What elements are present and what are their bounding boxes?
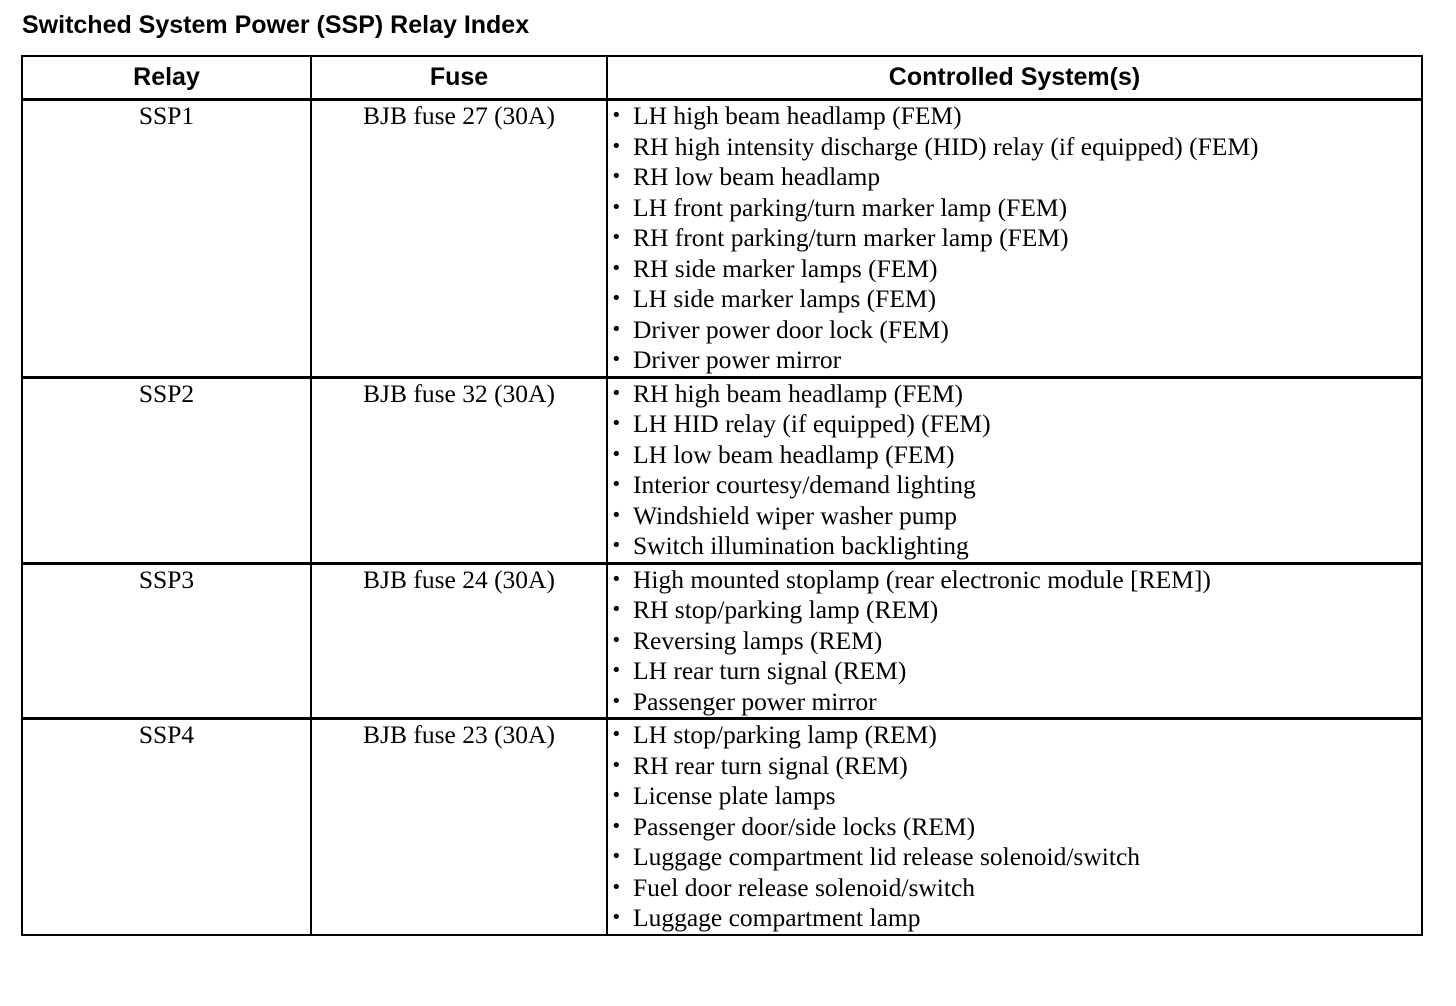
bullet-icon: • [611,135,622,157]
bullet-icon: • [611,227,622,248]
list-item [608,501,1421,532]
list-item [608,903,1421,934]
list-item [608,470,1421,501]
list-item [608,687,1421,718]
list-item [608,162,1421,193]
fuse-cell: BJB fuse 27 (30A) [311,100,607,378]
list-item [608,223,1421,254]
relay-cell: SSP3 [22,563,311,719]
relay-cell: SSP4 [22,719,311,935]
system-text: Passenger door/side locks (REM) [633,811,976,841]
systems-cell [607,719,1422,935]
system-text: RH stop/parking lamp (REM) [633,595,939,624]
relay-cell: SSP1 [22,100,311,378]
bullet-icon: • [611,257,622,279]
system-text: LH rear turn signal (REM) [633,656,907,685]
bullet-icon: • [611,535,622,556]
system-text: Passenger power mirror [633,686,877,716]
bullet-icon: • [611,382,622,404]
header-fuse: Fuse [311,56,607,100]
system-text: Interior courtesy/demand lighting [633,470,976,499]
list-item [608,254,1421,285]
bullet-icon: • [611,443,622,465]
systems-cell [607,377,1422,563]
bullet-icon: • [611,754,622,776]
bullet-icon: • [611,690,622,712]
list-item [608,284,1421,315]
header-relay: Relay [22,56,311,100]
bullet-icon: • [611,288,622,309]
system-text: Windshield wiper washer pump [633,500,958,530]
page-title: Switched System Power (SSP) Relay Index [22,11,530,39]
list-item [608,101,1421,132]
system-text: Luggage compartment lid release solenoid/switch [633,842,1141,871]
system-text: LH low beam headlamp (FEM) [633,439,955,469]
list-item [608,440,1421,471]
list-item [608,720,1421,751]
bullet-icon: • [611,105,622,126]
system-text: RH rear turn signal (REM) [633,750,908,780]
list-item [608,315,1421,346]
systems-list [608,720,1421,934]
system-text: RH high beam headlamp (FEM) [633,378,964,408]
relay-index-table [21,55,1423,936]
system-text: Driver power mirror [633,345,842,374]
system-text: RH low beam headlamp [633,162,881,191]
bullet-icon: • [611,876,622,898]
fuse-cell: BJB fuse 32 (30A) [311,377,607,563]
table-row [22,100,1422,378]
list-item [608,751,1421,782]
system-text: High mounted stoplamp (rear electronic module [REM]) [633,564,1211,594]
list-item [608,812,1421,843]
table-row [22,563,1422,719]
list-item [608,379,1421,410]
system-text: LH high beam headlamp (FEM) [633,101,962,130]
list-item [608,626,1421,657]
bullet-icon: • [611,568,622,590]
relay-cell: SSP2 [22,377,311,563]
list-item [608,656,1421,687]
bullet-icon: • [611,785,622,806]
list-item [608,193,1421,224]
list-item [608,842,1421,873]
bullet-icon: • [611,629,622,651]
bullet-icon: • [611,504,622,526]
list-item [608,565,1421,596]
list-item [608,873,1421,904]
list-item [608,345,1421,376]
system-text: Fuel door release solenoid/switch [633,872,976,902]
bullet-icon: • [611,660,622,681]
bullet-icon: • [611,349,622,370]
systems-cell [607,563,1422,719]
bullet-icon: • [611,846,622,867]
system-text: Reversing lamps (REM) [633,625,883,655]
list-item [608,781,1421,812]
bullet-icon: • [611,196,622,218]
systems-cell [607,100,1422,378]
header-controlled-systems: Controlled System(s) [607,56,1422,100]
system-text: LH stop/parking lamp (REM) [633,720,937,749]
system-text: Driver power door lock (FEM) [633,314,949,344]
systems-list [608,565,1421,718]
system-text: RH side marker lamps (FEM) [633,253,938,283]
bullet-icon: • [611,815,622,837]
system-text: Switch illumination backlighting [633,531,969,560]
bullet-icon: • [611,599,622,620]
list-item [608,595,1421,626]
table-row [22,377,1422,563]
table-body [22,100,1422,935]
list-item [608,531,1421,562]
system-text: LH HID relay (if equipped) (FEM) [633,409,991,438]
fuse-cell: BJB fuse 23 (30A) [311,719,607,935]
system-text: Luggage compartment lamp [633,903,921,932]
system-text: RH front parking/turn marker lamp (FEM) [633,223,1069,252]
system-text: RH high intensity discharge (HID) relay (if equipped) (FEM) [633,131,1259,161]
list-item [608,132,1421,163]
system-text: LH front parking/turn marker lamp (FEM) [633,192,1068,222]
bullet-icon: • [611,907,622,928]
system-text: LH side marker lamps (FEM) [633,284,937,313]
list-item [608,409,1421,440]
table-row [22,719,1422,935]
bullet-icon: • [611,318,622,340]
bullet-icon: • [611,724,622,745]
bullet-icon: • [611,474,622,495]
bullet-icon: • [611,413,622,434]
bullet-icon: • [611,166,622,187]
systems-list [608,101,1421,376]
system-text: License plate lamps [633,781,836,810]
table-header-row [22,56,1422,100]
fuse-cell: BJB fuse 24 (30A) [311,563,607,719]
systems-list [608,379,1421,562]
